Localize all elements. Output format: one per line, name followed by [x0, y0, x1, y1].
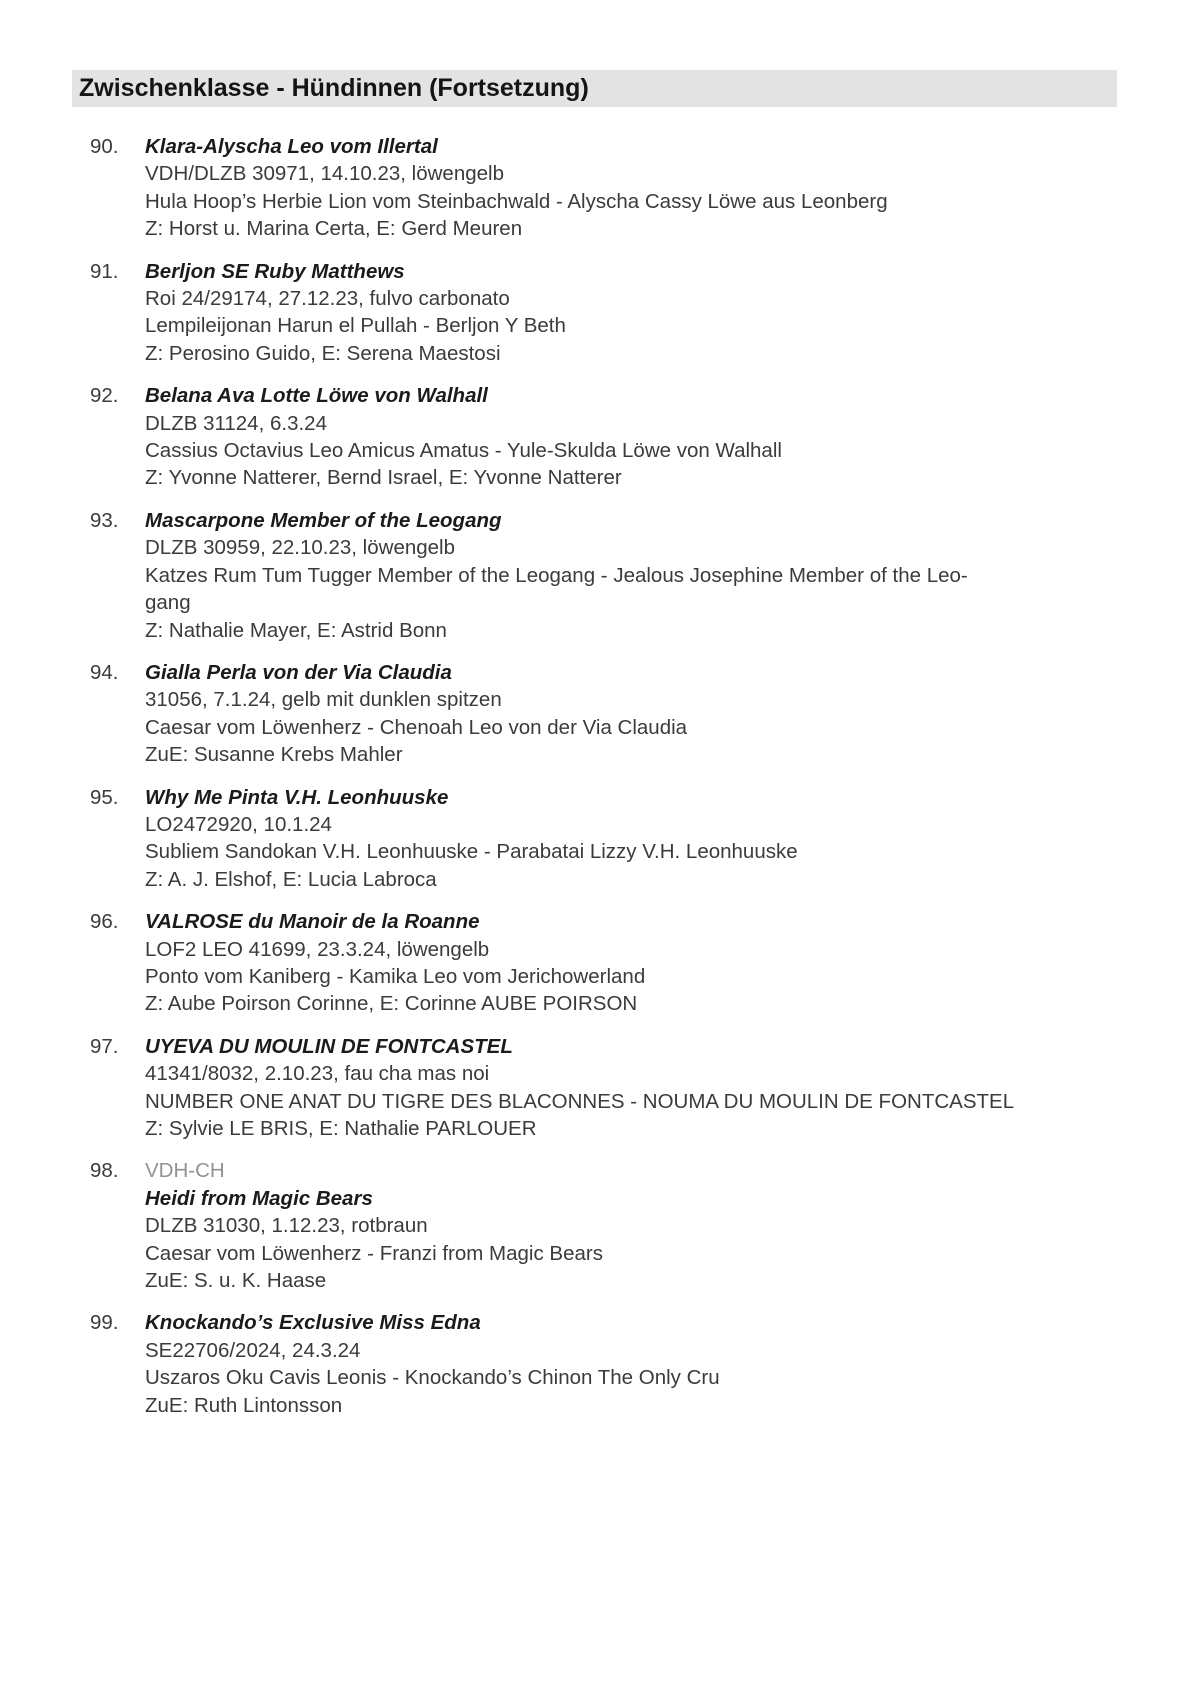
- entry-number: 99.: [90, 1311, 119, 1335]
- entry-number: 90.: [90, 135, 119, 158]
- entry-number: 93.: [90, 508, 119, 532]
- dog-name: Gialla Perla von der Via Claudia: [145, 660, 452, 684]
- entry-detail-line: Hula Hoop’s Herbie Lion vom Steinbachwald - Alyscha Cassy Löwe aus Leonberg: [145, 189, 888, 213]
- entry-number: 96.: [90, 910, 119, 934]
- catalog-entry: [90, 507, 1120, 644]
- entry-detail-line: ZuE: S. u. K. Haase: [145, 1269, 327, 1293]
- entry-detail-line: Z: Yvonne Natterer, Bernd Israel, E: Yvonne Natterer: [145, 466, 622, 490]
- entry-body: [145, 659, 687, 769]
- dog-name: UYEVA DU MOULIN DE FONTCASTEL: [145, 1034, 513, 1058]
- entry-detail-line: NUMBER ONE ANAT DU TIGRE DES BLACONNES - NOUMA DU MOULIN DE FONTCASTEL: [145, 1089, 1015, 1113]
- entry-number: 97.: [90, 1034, 119, 1058]
- dog-name: Knockando’s Exclusive Miss Edna: [145, 1311, 481, 1335]
- entry-detail-line: LOF2 LEO 41699, 23.3.24, löwengelb: [145, 937, 490, 961]
- entry-detail-line: Z: Perosino Guido, E: Serena Maestosi: [145, 341, 501, 365]
- catalog-entry: [90, 1309, 1120, 1419]
- entry-detail-line: gang: [145, 591, 191, 615]
- entry-body: [145, 258, 566, 368]
- entry-detail-line: SE22706/2024, 24.3.24: [145, 1338, 361, 1362]
- entry-detail-line: Caesar vom Löwenherz - Franzi from Magic Bears: [145, 1241, 603, 1265]
- entry-number: 94.: [90, 660, 119, 684]
- entry-detail-line: Z: Sylvie LE BRIS, E: Nathalie PARLOUER: [145, 1117, 537, 1140]
- entry-detail-line: LO2472920, 10.1.24: [145, 812, 332, 836]
- dog-name: Klara-Alyscha Leo vom Illertal: [145, 135, 438, 158]
- entry-detail-line: Roi 24/29174, 27.12.23, fulvo carbonato: [145, 287, 510, 311]
- entry-body: [145, 784, 798, 894]
- entry-detail-line: Z: A. J. Elshof, E: Lucia Labroca: [145, 867, 437, 891]
- catalog-entry: [90, 133, 1120, 243]
- entry-detail-line: Cassius Octavius Leo Amicus Amatus - Yule-Skulda Löwe von Walhall: [145, 439, 782, 463]
- entry-detail-line: VDH/DLZB 30971, 14.10.23, löwengelb: [145, 162, 504, 186]
- entry-detail-line: Uszaros Oku Cavis Leonis - Knockando’s Chinon The Only Cru: [145, 1366, 720, 1390]
- entry-title-prefix: VDH-CH: [145, 1159, 225, 1183]
- entry-detail-line: Z: Nathalie Mayer, E: Astrid Bonn: [145, 618, 447, 642]
- entry-body: [145, 1157, 603, 1294]
- dog-name: Berljon SE Ruby Matthews: [145, 259, 405, 283]
- entry-number: 98.: [90, 1159, 119, 1183]
- section-header: [72, 70, 1117, 107]
- entry-number: 91.: [90, 259, 119, 283]
- entry-body: [145, 507, 968, 644]
- entry-detail-line: Caesar vom Löwenherz - Chenoah Leo von der Via Claudia: [145, 715, 688, 739]
- entry-detail-line: DLZB 30959, 22.10.23, löwengelb: [145, 536, 456, 560]
- dog-name: Why Me Pinta V.H. Leonhuuske: [145, 785, 449, 809]
- entry-body: [145, 1309, 720, 1419]
- entry-detail-line: DLZB 31030, 1.12.23, rotbraun: [145, 1214, 428, 1238]
- catalog-entry: [90, 258, 1120, 368]
- entry-detail-line: Katzes Rum Tum Tugger Member of the Leogang - Jealous Josephine Member of the Leo-: [145, 563, 968, 587]
- catalog-entry: [90, 659, 1120, 769]
- entry-detail-line: 41341/8032, 2.10.23, fau cha mas noi: [145, 1062, 490, 1086]
- dog-name: VALROSE du Manoir de la Roanne: [145, 910, 480, 934]
- entry-detail-line: Z: Horst u. Marina Certa, E: Gerd Meuren: [145, 217, 523, 241]
- catalog-entry: [90, 784, 1120, 894]
- entry-detail-line: ZuE: Susanne Krebs Mahler: [145, 743, 403, 767]
- entry-number: 92.: [90, 384, 119, 408]
- entry-body: [145, 133, 888, 243]
- catalog-entry: [90, 382, 1120, 492]
- entry-body: [145, 1033, 1014, 1143]
- entry-detail-line: DLZB 31124, 6.3.24: [145, 411, 327, 435]
- catalog-entries-list: [90, 133, 1120, 1434]
- entry-body: [145, 382, 782, 492]
- catalog-entry: [90, 908, 1120, 1018]
- entry-detail-line: Lempileijonan Harun el Pullah - Berljon Y Beth: [145, 314, 566, 338]
- entry-body: [145, 908, 645, 1018]
- entry-number: 95.: [90, 785, 119, 809]
- dog-name: Heidi from Magic Bears: [145, 1186, 373, 1210]
- entry-detail-line: 31056, 7.1.24, gelb mit dunklen spitzen: [145, 688, 502, 712]
- dog-name: Belana Ava Lotte Löwe von Walhall: [145, 384, 488, 408]
- entry-detail-line: Z: Aube Poirson Corinne, E: Corinne AUBE POIRSON: [145, 992, 638, 1016]
- catalog-entry: [90, 1033, 1120, 1143]
- entry-detail-line: Subliem Sandokan V.H. Leonhuuske - Parabatai Lizzy V.H. Leonhuuske: [145, 840, 798, 864]
- section-title: Zwischenklasse - Hündinnen (Fortsetzung): [79, 74, 589, 102]
- catalog-entry: [90, 1157, 1120, 1294]
- entry-detail-line: Ponto vom Kaniberg - Kamika Leo vom Jerichowerland: [145, 964, 646, 988]
- dog-name: Mascarpone Member of the Leogang: [145, 508, 502, 532]
- entry-detail-line: ZuE: Ruth Lintonsson: [145, 1393, 343, 1417]
